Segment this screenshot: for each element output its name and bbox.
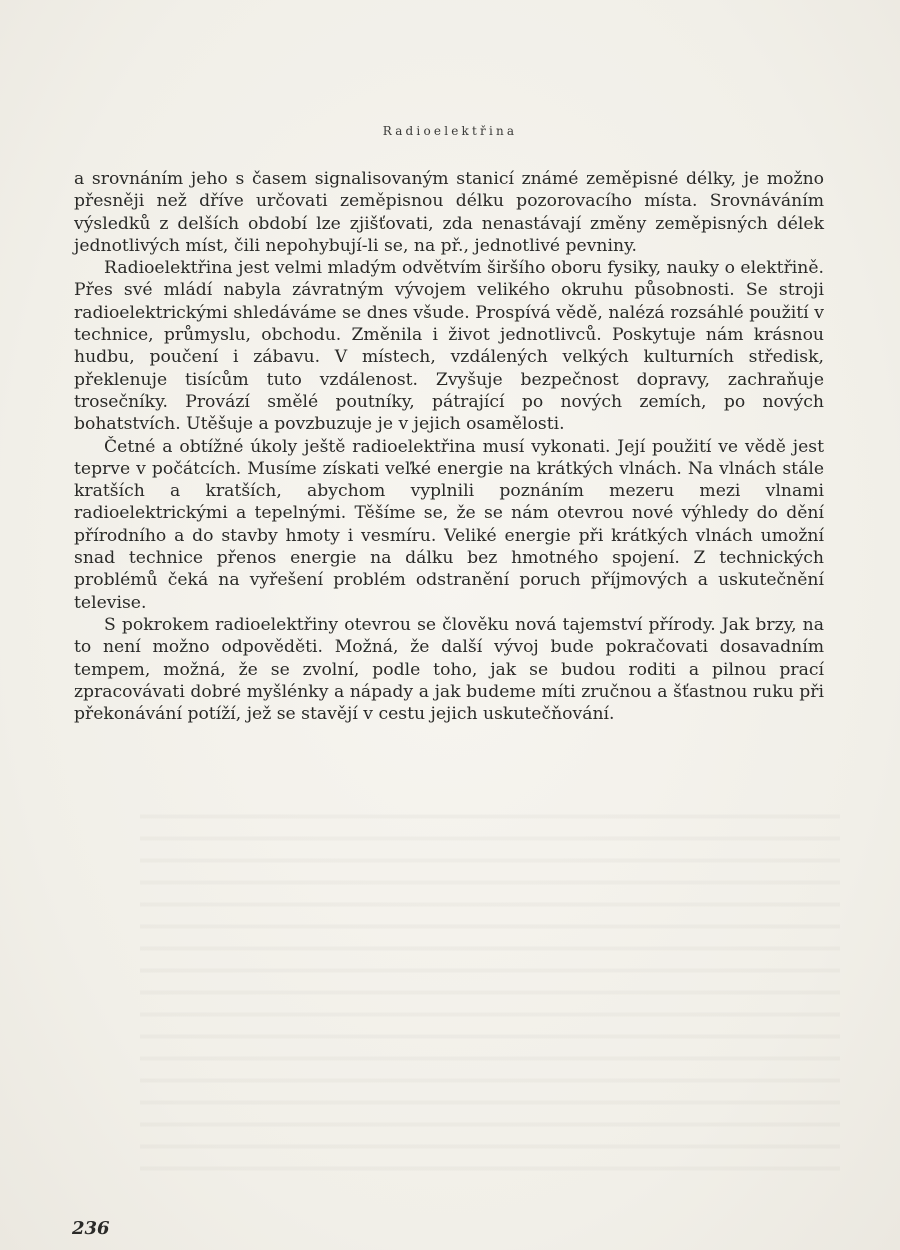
paragraph: Četné a obtížné úkoly ještě radioelektřina musí vykonati. Její použití ve vědě jest teprve v počátcích. Musíme získati veľké energie na krátkých vlnách. Na vlnách stále kratších a kratších, abychom vyplnili poznáním mezeru mezi vlnami radioelektrickými a tepelnými. Těšíme se, že se nám otevrou nové výhledy do dění přírodního a do stavby hmoty i vesmíru. Veliké energie při krátkých vlnách umožní snad technice přenos energie na dálku bez hmotného spojení. Z technických problémů čeká na vyřešení problém odstranění poruch příjmových a uskutečnění televise. <box>74 436 824 613</box>
paragraph-continued: a srovnáním jeho s časem signalisovaným stanicí známé zeměpisné délky, je možno přesněji než dříve určovati zeměpisnou délku pozorovacího místa. Srovnáváním výsledků z delších období lze zjišťovati, zda nenastávají změny zeměpisných délek jednotlivých míst, čili nepohybují-li se, na př., jednotlivé pevniny. <box>74 169 824 256</box>
paragraph: Radioelektřina jest velmi mladým odvětvím širšího oboru fysiky, nauky o elektřině. Přes své mládí nabyla závratným vývojem velikého okruhu působnosti. Se stroji radioelektrickými shledáváme se dnes všude. Prospívá vědě, nalézá rozsáhlé použití v technice, průmyslu, obchodu. Změnila i život jednotlivců. Poskytuje nám krásnou hudbu, poučení i zábavu. V místech, vzdálených velkých kulturních středisk, překlenuje tisícům tuto vzdálenost. Zvyšuje bezpečnost dopravy, zachraňuje trosečníky. Provází smělé poutníky, pátrající po nových zemích, po nových bohatstvích. Utěšuje a povzbuzuje je v jejich osamělosti. <box>74 258 824 435</box>
paragraph: S pokrokem radioelektřiny otevrou se člověku nová tajemství přírody. Jak brzy, na to není možno odpověděti. Možná, že další vývoj bude pokračovati dosavadním tempem, možná, že se zvolní, podle toho, jak se budou roditi a pilnou prací zpracovávati dobré myšlénky a nápady a jak budeme míti zručnou a šťastnou ruku při překonávání potíží, jež se stavějí v cestu jejich uskutečňování. <box>74 614 824 725</box>
show-through-texture <box>140 800 840 1180</box>
page-number: 236 <box>72 1218 110 1239</box>
running-header: Radioelektřina <box>382 124 518 138</box>
body-text <box>74 168 824 725</box>
